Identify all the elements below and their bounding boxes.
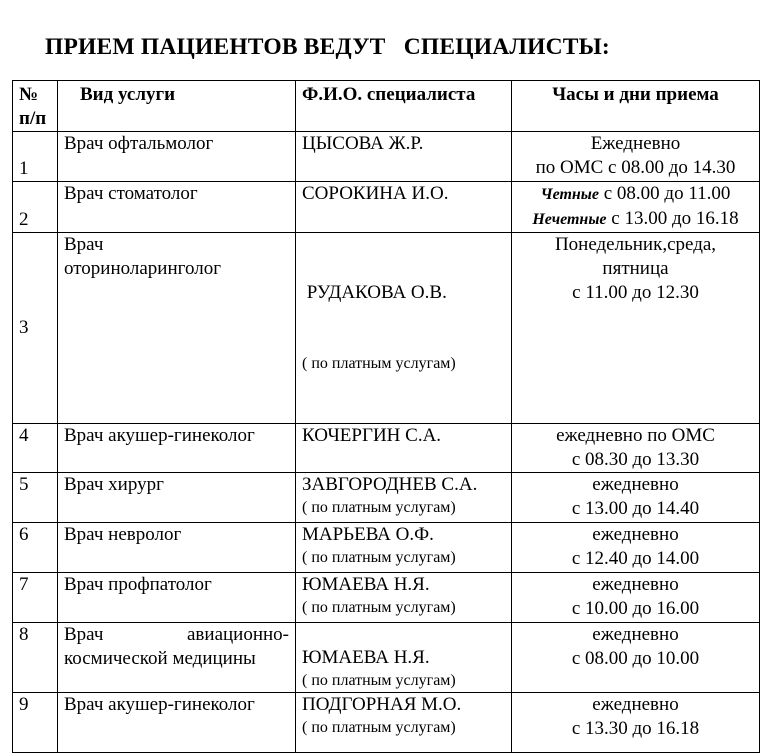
header-service-label: Вид услуги (80, 84, 176, 105)
row-number: 2 (13, 182, 58, 233)
service-cell (58, 623, 296, 693)
table-row (13, 623, 760, 693)
specialist-name: СОРОКИНА И.О. (302, 183, 449, 204)
hours-odd-line (518, 207, 753, 232)
hours-line: с 08.30 до 13.30 (571, 449, 700, 470)
service-cell (58, 233, 296, 424)
service-line: Врач (64, 234, 104, 255)
header-num-line1: № (19, 84, 39, 105)
specialist-cell (296, 573, 512, 623)
row-number (13, 233, 58, 424)
service-cell: Врач стоматолог (58, 182, 296, 233)
row-number-value: 3 (19, 317, 29, 338)
hours-line: пятница (602, 258, 669, 279)
table-row (13, 182, 760, 233)
hours-cell (512, 523, 760, 573)
even-days-time: с 08.00 до 11.00 (598, 183, 731, 204)
hours-cell (512, 693, 760, 753)
even-days-label: Четные (540, 186, 599, 203)
specialist-name: ЦЫСОВА Ж.Р. (302, 133, 424, 154)
specialists-table (12, 80, 760, 753)
hours-line: ежедневно (592, 574, 679, 595)
paid-services-note: ( по платным услугам) (302, 672, 456, 689)
row-number: 6 (13, 523, 58, 573)
hours-cell (512, 233, 760, 424)
hours-line: с 08.00 до 10.00 (571, 648, 700, 669)
hours-line: с 12.40 до 14.00 (571, 548, 700, 569)
header-num (13, 81, 58, 132)
service-line: Врач авиационно- (64, 624, 289, 645)
hours-cell (512, 473, 760, 523)
row-number: 5 (13, 473, 58, 523)
hours-cell (512, 623, 760, 693)
specialist-name: ЗАВГОРОДНЕВ С.А. (302, 474, 478, 495)
specialist-name: РУДАКОВА О.В. (302, 282, 447, 303)
odd-days-time: с 13.00 до 16.18 (606, 208, 739, 229)
hours-cell (512, 424, 760, 473)
specialist-cell (296, 523, 512, 573)
hours-line: с 13.00 до 14.40 (571, 498, 700, 519)
hours-cell (512, 573, 760, 623)
page-title: ПРИЕМ ПАЦИЕНТОВ ВЕДУТ СПЕЦИАЛИСТЫ: (45, 34, 610, 60)
hours-line: по ОМС с 08.00 до 14.30 (535, 157, 736, 178)
specialist-cell (296, 132, 512, 182)
service-cell: Врач хирург (58, 473, 296, 523)
specialist-name: ПОДГОРНАЯ М.О. (302, 694, 462, 715)
hours-even-line (518, 182, 753, 207)
row-number: 9 (13, 693, 58, 753)
hours-cell (512, 182, 760, 233)
paid-services-note: ( по платным услугам) (302, 549, 456, 566)
hours-line: Ежедневно (590, 133, 681, 154)
table-row (13, 523, 760, 573)
hours-line: ежедневно (592, 474, 679, 495)
service-cell: Врач акушер-гинеколог (58, 424, 296, 473)
hours-line: ежедневно по ОМС (556, 425, 715, 446)
paid-services-note: ( по платным услугам) (302, 599, 456, 616)
hours-line: ежедневно (592, 524, 679, 545)
service-cell: Врач профпатолог (58, 573, 296, 623)
hours-line: Понедельник,среда, (554, 234, 717, 255)
header-num-line2: п/п (19, 108, 47, 129)
row-number: 1 (13, 132, 58, 182)
table-header-row (13, 81, 760, 132)
table-row (13, 233, 760, 424)
specialist-cell (296, 693, 512, 753)
table-row (13, 473, 760, 523)
specialist-cell (296, 623, 512, 693)
specialist-cell (296, 233, 512, 424)
specialist-cell (296, 182, 512, 233)
header-specialist (296, 81, 512, 132)
specialist-cell (296, 424, 512, 473)
odd-days-label: Нечетные (532, 211, 607, 228)
header-service (58, 81, 296, 132)
specialist-name: КОЧЕРГИН С.А. (302, 425, 442, 446)
header-specialist-label: Ф.И.О. специалиста (302, 84, 476, 105)
table-row (13, 424, 760, 473)
hours-cell (512, 132, 760, 182)
service-line: космической медицины (64, 648, 256, 669)
hours-line: с 10.00 до 16.00 (571, 598, 700, 619)
paid-services-note: ( по платным услугам) (302, 355, 456, 372)
service-cell: Врач акушер-гинеколог (58, 693, 296, 753)
service-line: оториноларинголог (64, 258, 221, 279)
hours-line: с 11.00 до 12.30 (572, 282, 699, 303)
header-hours-label: Часы и дни приема (552, 84, 719, 105)
hours-line: ежедневно (592, 694, 679, 715)
hours-line: с 13.30 до 16.18 (571, 718, 700, 739)
row-number: 4 (13, 424, 58, 473)
table-row (13, 693, 760, 753)
row-number: 7 (13, 573, 58, 623)
service-cell: Врач невролог (58, 523, 296, 573)
specialist-cell (296, 473, 512, 523)
specialist-name: ЮМАЕВА Н.Я. (302, 647, 430, 668)
header-hours (512, 81, 760, 132)
specialist-name: МАРЬЕВА О.Ф. (302, 524, 434, 545)
specialist-name: ЮМАЕВА Н.Я. (302, 574, 430, 595)
hours-line: ежедневно (592, 624, 679, 645)
service-cell: Врач офтальмолог (58, 132, 296, 182)
paid-services-note: ( по платным услугам) (302, 719, 456, 736)
row-number: 8 (13, 623, 58, 693)
table-row (13, 132, 760, 182)
paid-services-note: ( по платным услугам) (302, 499, 456, 516)
table-row (13, 573, 760, 623)
